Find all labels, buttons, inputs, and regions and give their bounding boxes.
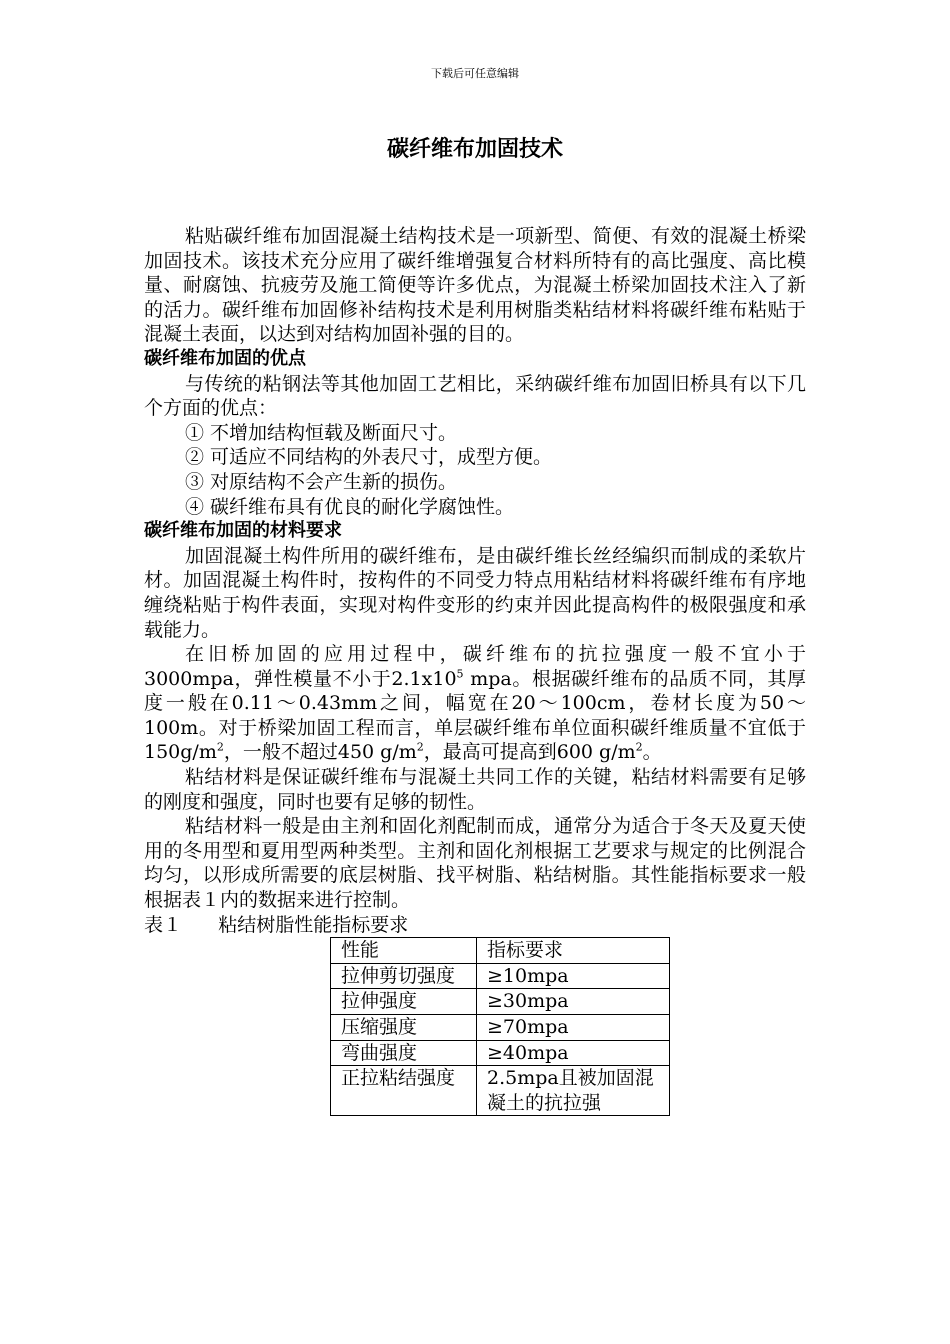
carbon-fiber-cloth-paragraph: 加固混凝土构件所用的碳纤维布，是由碳纤维长丝经编织而制成的柔软片材。加固混凝土构件时，按构件的不同受力特点用粘结材料将碳纤维布有序地缠绕粘贴于构件表面，实现对构件变形的约束并因此提高构件的极限强度和承载能力。 xyxy=(144,544,806,641)
table-row xyxy=(331,1040,670,1066)
table-cell-property: 拉伸剪切强度 xyxy=(331,963,477,989)
strength-spec-text: mpa。根据碳纤维布的品质不同，其厚度一般在0.11～0.43mm之间，幅宽在20～100cm，卷材长度为50～100m。对于桥梁加固工程而言，单层碳纤维布单位面积碳纤维质量不宜低于150g/m xyxy=(144,667,806,764)
table-row xyxy=(331,989,670,1015)
exponent-superscript: 2 xyxy=(635,741,643,755)
intro-paragraph: 粘贴碳纤维布加固混凝土结构技术是一项新型、简便、有效的混凝土桥梁加固技术。该技术充分应用了碳纤维增强复合材料所特有的高比强度、高比模量、耐腐蚀、抗疲劳及施工简便等许多优点，为混凝土桥梁加固技术注入了新的活力。碳纤维布加固修补结构技术是利用树脂类粘结材料将碳纤维布粘贴于混凝土表面，以达到对结构加固补强的目的。 xyxy=(144,225,806,346)
exponent-superscript: 5 xyxy=(456,667,464,681)
resin-performance-table xyxy=(330,937,670,1116)
exponent-superscript: 2 xyxy=(416,741,424,755)
table-cell-property: 压缩强度 xyxy=(331,1015,477,1041)
strength-spec-text: 在旧桥加固的应用过程中，碳纤维布的抗拉强度一般不宜小于3000mpa，弹性模量不小于2.1x10 xyxy=(144,643,806,690)
adhesive-composition-paragraph: 粘结材料一般是由主剂和固化剂配制而成，通常分为适合于冬天及夏天使用的冬用型和夏用型两种类型。主剂和固化剂根据工艺要求与规定的比例混合均匀，以形成所需要的底层树脂、找平树脂、粘结树脂。其性能指标要求一般根据表１内的数据来进行控制。 xyxy=(144,815,806,912)
adhesive-key-paragraph: 粘结材料是保证碳纤维布与混凝土共同工作的关键，粘结材料需要有足够的刚度和强度，同时也要有足够的韧性。 xyxy=(144,766,806,813)
advantage-item: ② 可适应不同结构的外表尺寸，成型方便。 xyxy=(185,446,553,469)
document-title: 碳纤维布加固技术 xyxy=(386,137,563,162)
table-caption: 表１ 粘结树脂性能指标要求 xyxy=(144,913,409,936)
table-cell-requirement: ≥70mpa xyxy=(477,1015,670,1041)
table-cell-requirement: ≥30mpa xyxy=(477,989,670,1015)
table-row xyxy=(331,963,670,989)
strength-spec-paragraph xyxy=(144,642,806,765)
table-header-cell: 指标要求 xyxy=(477,938,670,964)
strength-spec-text: ，一般不超过450 g/m xyxy=(223,741,417,764)
table-cell-requirement: 2.5mpa且被加固混凝土的抗拉强 xyxy=(477,1066,670,1116)
table-header-cell: 性能 xyxy=(331,938,477,964)
advantage-item: ④ 碳纤维布具有优良的耐化学腐蚀性。 xyxy=(185,495,515,518)
strength-spec-text: ，最高可提高到600 g/m xyxy=(423,741,636,764)
advantage-item: ① 不增加结构恒载及断面尺寸。 xyxy=(185,421,458,444)
table-cell-requirement: ≥40mpa xyxy=(477,1040,670,1066)
strength-spec-text: 。 xyxy=(642,741,662,764)
section-heading-advantages: 碳纤维布加固的优点 xyxy=(144,347,306,369)
table-row xyxy=(331,1015,670,1041)
exponent-superscript: 2 xyxy=(216,741,224,755)
table-cell-property: 正拉粘结强度 xyxy=(331,1066,477,1116)
section-heading-material-requirements: 碳纤维布加固的材料要求 xyxy=(144,520,342,542)
table-header-row xyxy=(331,938,670,964)
advantage-item: ③ 对原结构不会产生新的损伤。 xyxy=(185,470,458,493)
table-cell-requirement: ≥10mpa xyxy=(477,963,670,989)
page-header-note: 下载后可任意编辑 xyxy=(431,67,519,80)
advantages-lead-paragraph: 与传统的粘钢法等其他加固工艺相比，采纳碳纤维布加固旧桥具有以下几个方面的优点： xyxy=(144,372,806,420)
document-body xyxy=(144,224,806,1116)
table-row xyxy=(331,1066,670,1116)
table-cell-property: 拉伸强度 xyxy=(331,989,477,1015)
table-cell-property: 弯曲强度 xyxy=(331,1040,477,1066)
